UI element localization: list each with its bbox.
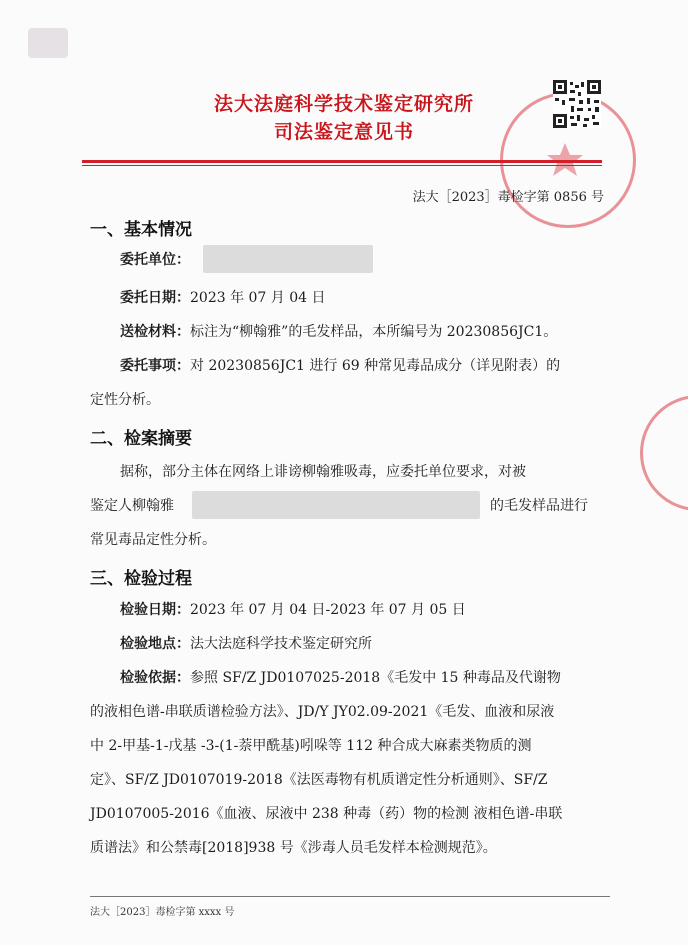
basis-line-6: 质谱法》和公禁毒[2018]938 号《涉毒人员毛发样本检测规范》。 bbox=[90, 840, 497, 856]
test-date-label: 检验日期： bbox=[120, 602, 190, 618]
client-row bbox=[120, 250, 190, 270]
summary-line-2-pre: 鉴定人柳翰雅 bbox=[90, 498, 174, 514]
matter-value-cont: 定性分析。 bbox=[90, 392, 160, 408]
scan-smudge bbox=[28, 28, 68, 58]
test-place-value: 法大法庭科学技术鉴定研究所 bbox=[190, 636, 372, 652]
doc-type-title: 司法鉴定意见书 bbox=[273, 121, 414, 143]
date-row bbox=[120, 288, 326, 308]
basis-line-3: 中 2-甲基-1-戊基 -3-(1-萘甲酰基)吲哚等 112 种合成大麻素类物质的测 bbox=[90, 738, 532, 754]
test-date-row bbox=[120, 600, 466, 620]
footer-doc-number: 法大［2023］毒检字第 xxxx 号 bbox=[90, 907, 235, 918]
summary-line-3: 常见毒品定性分析。 bbox=[90, 532, 216, 548]
commission-date-label: 委托日期： bbox=[120, 290, 190, 306]
redacted-subject-info bbox=[192, 491, 480, 519]
material-label: 送检材料： bbox=[120, 324, 190, 340]
matter-value: 对 20230856JC1 进行 69 种常见毒品成分（详见附表）的 bbox=[190, 358, 561, 374]
basis-label: 检验依据： bbox=[120, 670, 190, 686]
material-row bbox=[120, 322, 557, 342]
client-label: 委托单位： bbox=[120, 252, 190, 268]
org-title: 法大法庭科学技术鉴定研究所 bbox=[213, 93, 474, 115]
header-rule-thin bbox=[82, 165, 602, 166]
official-seal-icon-right bbox=[640, 395, 688, 511]
basis-line-5: JD0107005-2016《血液、尿液中 238 种毒（药）物的检测 液相色谱-串联 bbox=[90, 806, 563, 822]
doc-number: 法大［2023］毒检字第 0856 号 bbox=[412, 190, 604, 205]
test-place-row bbox=[120, 634, 372, 654]
material-value: 标注为“柳翰雅”的毛发样品，本所编号为 20230856JC1。 bbox=[190, 324, 558, 340]
summary-line-1: 据称，部分主体在网络上诽谤柳翰雅吸毒，应委托单位要求，对被 bbox=[120, 464, 526, 480]
footer-rule bbox=[90, 896, 610, 897]
header-rule bbox=[82, 160, 602, 163]
section-heading-basic-info: 一、基本情况 bbox=[90, 220, 192, 240]
basis-row bbox=[120, 668, 561, 688]
basis-line-2: 的液相色谱-串联质谱检验方法》、JD/Y JY02.09-2021《毛发、血液和尿液 bbox=[90, 704, 555, 720]
test-place-label: 检验地点： bbox=[120, 636, 190, 652]
matter-label: 委托事项： bbox=[120, 358, 190, 374]
summary-line-2-post: 的毛发样品进行 bbox=[490, 498, 588, 514]
test-date-value: 2023 年 07 月 04 日-2023 年 07 月 05 日 bbox=[190, 602, 466, 618]
summary-line-2 bbox=[90, 496, 174, 516]
commission-date-value: 2023 年 07 月 04 日 bbox=[190, 290, 326, 306]
redacted-client bbox=[203, 245, 373, 273]
basis-line-4: 定》、SF/Z JD0107019-2018《法医毒物有机质谱定性分析通则》、SF/Z bbox=[90, 772, 548, 788]
basis-line-1: 参照 SF/Z JD0107025-2018《毛发中 15 种毒品及代谢物 bbox=[190, 670, 561, 686]
matter-row bbox=[120, 356, 560, 376]
section-heading-procedure: 三、检验过程 bbox=[90, 569, 192, 589]
section-heading-case-summary: 二、检案摘要 bbox=[90, 429, 192, 449]
